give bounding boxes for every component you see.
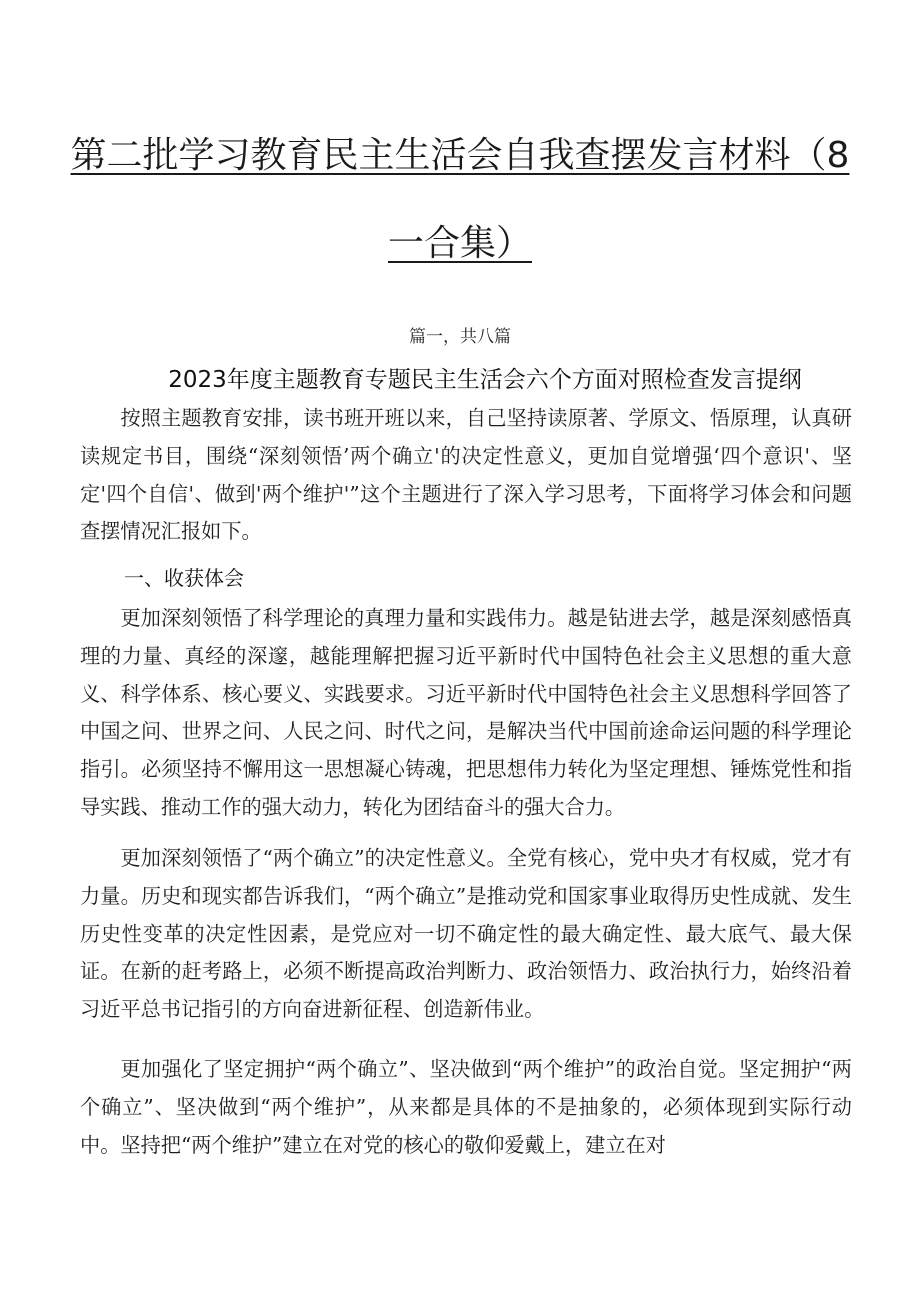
document-title-text-2: 一合集） [387, 223, 532, 264]
section-heading: 2023年度主题教育专题民主生活会六个方面对照检查发言提纲 [168, 367, 802, 393]
body-paragraph-intro: 按照主题教育安排，读书班开班以来，自己坚持读原著、学原文、悟原理，认真研读规定书目，围绕“深刻领悟’两个确立'的决定性意义，更加自觉增强‘四个意识'、坚定'四个自信'、做到'两个维护'”这个主题进行了深入学习思考，下面将学习体会和问题查摆情况汇报如下。 [80, 406, 852, 544]
body-paragraph: 更加深刻领悟了“两个确立”的决定性意义。全党有核心，党中央才有权威，党才有力量。历史和现实都告诉我们，“两个确立”是推动党和国家事业取得历史性成就、发生历史性变革的决定性因素，是党应对一切不确定性的最大确定性、最大底气、最大保证。在新的赶考路上，必须不断提高政治判断力、政治领悟力、政治执行力，始终沿着习近平总书记指引的方向奋进新征程、创造新伟业。 [80, 846, 852, 1022]
section-label: 篇一，共八篇 [409, 327, 511, 347]
document-title-line-1 [60, 134, 860, 178]
subheading-gains: 一、收获体会 [124, 566, 244, 590]
document-title-line-2 [60, 222, 860, 266]
document-title-text-1: 第二批学习教育民主生活会自我查摆发言材料（8 [70, 135, 850, 176]
body-paragraph: 更加深刻领悟了科学理论的真理力量和实践伟力。越是钻进去学，越是深刻感悟真理的力量、真经的深邃，越能理解把握习近平新时代中国特色社会主义思想的重大意义、科学体系、核心要义、实践要求。习近平新时代中国特色社会主义思想科学回答了中国之问、世界之问、人民之问、时代之问，是解决当代中国前途命运问题的科学理论指引。必须坚持不懈用这一思想凝心铸魂，把思想伟力转化为坚定理想、锤炼党性和指导实践、推动工作的强大动力，转化为团结奋斗的强大合力。 [80, 606, 852, 819]
body-paragraph: 更加强化了坚定拥护“两个确立”、坚决做到“两个维护”的政治自觉。坚定拥护“两个确立”、坚决做到“两个维护”，从来都是具体的不是抽象的，必须体现到实际行动中。坚持把“两个维护”建立在对党的核心的敬仰爱戴上，建立在对 [80, 1057, 852, 1157]
